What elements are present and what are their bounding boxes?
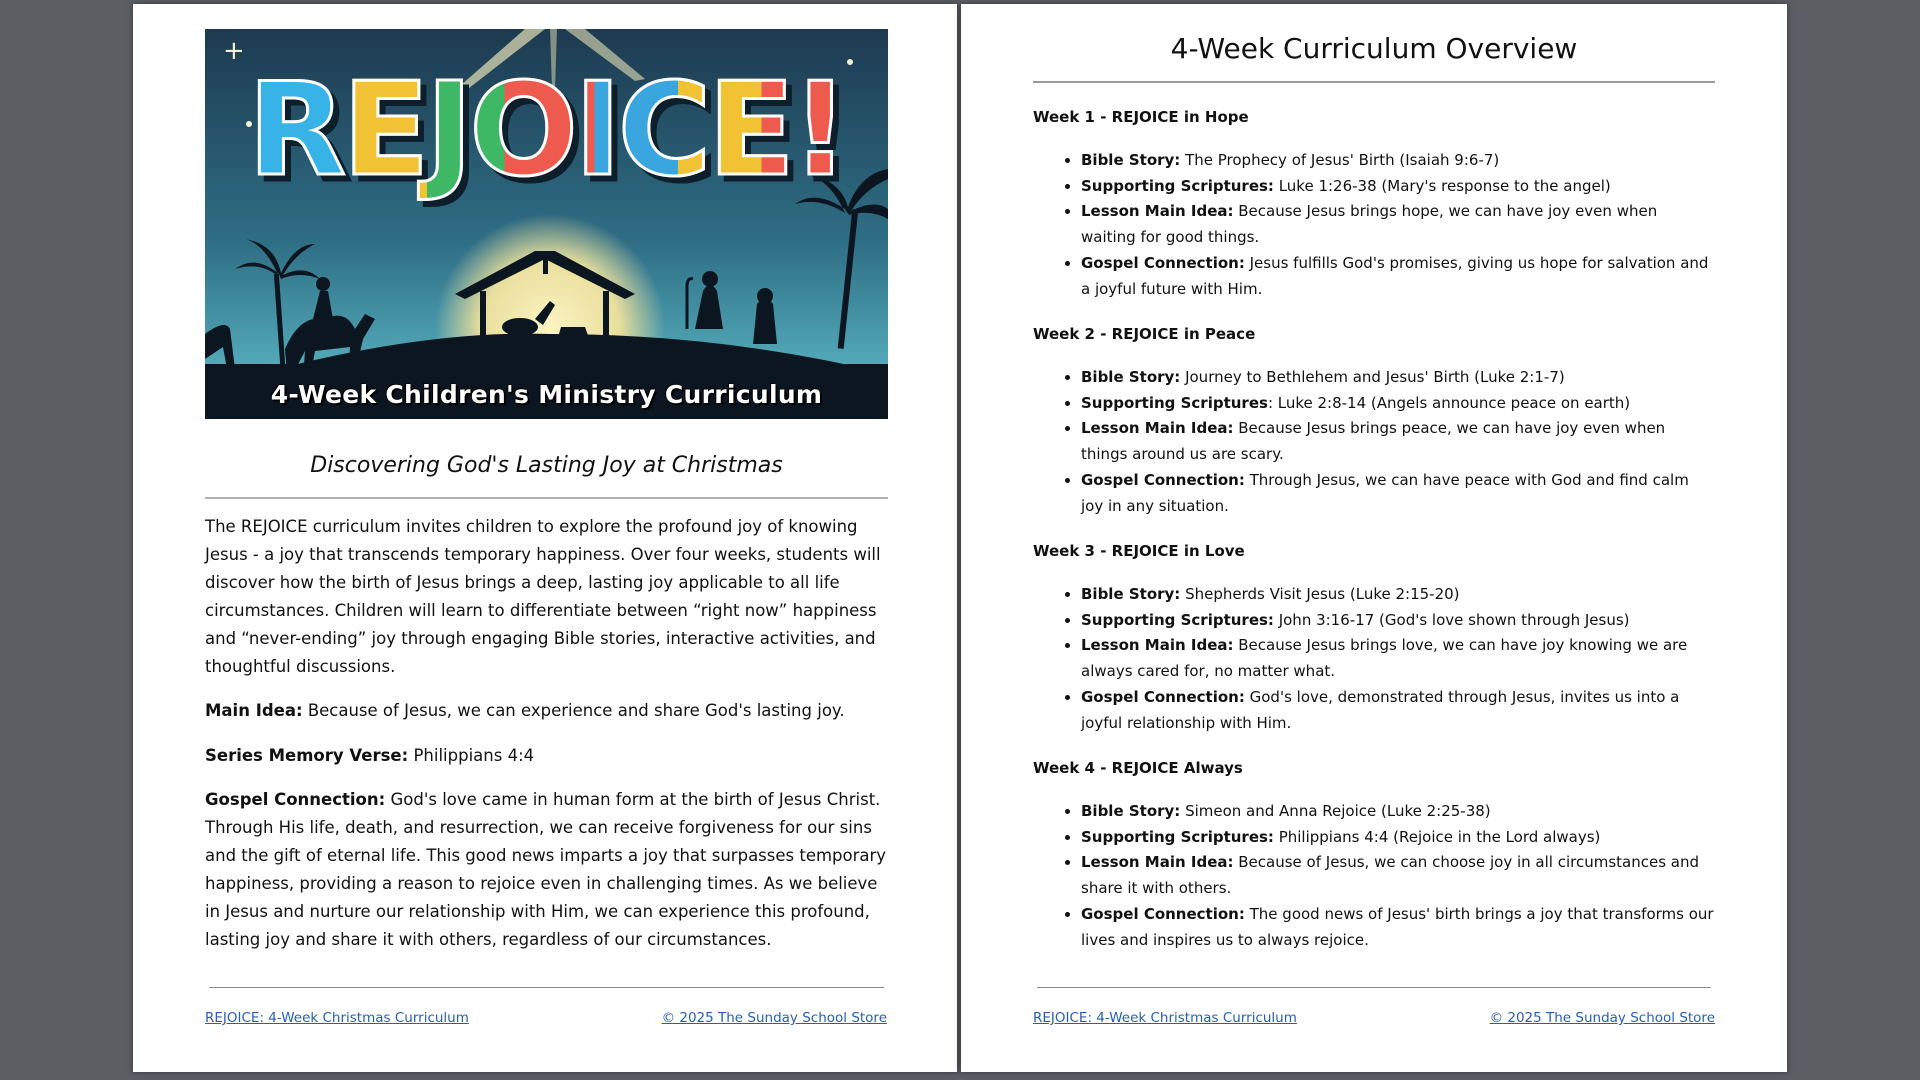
item-label: Lesson Main Idea:: [1081, 636, 1234, 655]
footer-title-link[interactable]: REJOICE: 4-Week Christmas Curriculum: [205, 1010, 469, 1026]
gospel-connection: [205, 786, 888, 954]
item-label: Lesson Main Idea:: [1081, 202, 1234, 221]
item-label: Bible Story:: [1081, 585, 1181, 603]
main-idea: [205, 697, 888, 725]
hero-subtitle: 4-Week Children's Ministry Curriculum: [270, 380, 823, 409]
week-2-heading: Week 2 - REJOICE in Peace: [1033, 325, 1256, 343]
main-idea-text: Because of Jesus, we can experience and share God's lasting joy.: [302, 701, 845, 720]
item-text: Because of Jesus, we can choose joy in all circumstances and share it with others.: [1081, 853, 1700, 898]
footer-copyright-link[interactable]: © 2025 The Sunday School Store: [1489, 1010, 1715, 1026]
item-text: Philippians 4:4 (Rejoice in the Lord always): [1273, 827, 1601, 846]
list-item: [1081, 582, 1715, 608]
list-item: [1081, 416, 1715, 467]
overview-title-divider: [1033, 81, 1715, 83]
item-label: Bible Story:: [1081, 151, 1181, 169]
item-label: Gospel Connection:: [1081, 904, 1245, 923]
memory-verse-label: Series Memory Verse:: [205, 746, 409, 765]
week-3-list: [1033, 582, 1715, 736]
list-item: [1081, 199, 1715, 250]
list-item: [1081, 799, 1715, 825]
item-label: Lesson Main Idea:: [1081, 853, 1234, 872]
svg-text:+: +: [223, 36, 245, 66]
item-text: Through Jesus, we can have peace with God and find calm joy in any situation.: [1081, 470, 1689, 515]
list-item: [1081, 251, 1715, 302]
list-item: [1081, 468, 1715, 519]
item-label: Gospel Connection:: [1081, 253, 1245, 272]
item-text: Jesus fulfills God's promises, giving us hope for salvation and a joyful future with Him.: [1081, 253, 1709, 298]
overview-title: 4-Week Curriculum Overview: [1170, 32, 1578, 65]
gospel-connection-label: Gospel Connection:: [205, 790, 386, 809]
item-text: Luke 1:26-38 (Mary's response to the angel): [1273, 176, 1611, 195]
list-item: [1081, 850, 1715, 901]
footer-divider: [209, 987, 884, 988]
item-text: Simeon and Anna Rejoice (Luke 2:25-38): [1180, 802, 1491, 820]
item-label: Bible Story:: [1081, 368, 1181, 386]
week-4-list: [1033, 799, 1715, 953]
page-left-content: [205, 4, 887, 1072]
list-item: [1081, 825, 1715, 851]
item-label: Gospel Connection:: [1081, 687, 1245, 706]
list-item: [1081, 685, 1715, 736]
gospel-connection-text: God's love came in human form at the birth of Jesus Christ. Through His life, death, and resurrection, we can receive forgiveness for our sins and the gift of eternal life. This good news imparts a joy that surpasses temporary happiness, providing a reason to rejoice even in challenging times. As we believe in Jesus and nurture our relationship with Him, we can experience this profound, lasting joy and share it with others, regardless of our circumstances.: [205, 790, 887, 949]
week-2-list: [1033, 365, 1715, 519]
page-right: [961, 4, 1787, 1072]
week-1-heading: Week 1 - REJOICE in Hope: [1033, 108, 1249, 126]
footer-title-link[interactable]: REJOICE: 4-Week Christmas Curriculum: [1033, 1010, 1297, 1026]
list-item: [1081, 902, 1715, 953]
item-label: Lesson Main Idea:: [1081, 419, 1234, 438]
item-label: Supporting Scriptures: [1081, 393, 1268, 412]
list-item: [1081, 365, 1715, 391]
item-text: The Prophecy of Jesus' Birth (Isaiah 9:6-7): [1180, 151, 1500, 169]
item-text: Journey to Bethlehem and Jesus' Birth (Luke 2:1-7): [1180, 368, 1565, 386]
list-item: [1081, 608, 1715, 634]
item-text: John 3:16-17 (God's love shown through Jesus): [1273, 610, 1630, 629]
hero-title-text: REJOICE!: [247, 56, 846, 205]
week-3-heading: Week 3 - REJOICE in Love: [1033, 542, 1245, 560]
item-text: Because Jesus brings peace, we can have joy even when things around us are scary.: [1081, 419, 1666, 464]
item-text: : Luke 2:8-14 (Angels announce peace on earth): [1267, 393, 1631, 412]
footer: [205, 1010, 887, 1026]
week-4-heading: Week 4 - REJOICE Always: [1033, 759, 1243, 777]
list-item: [1081, 174, 1715, 200]
list-item: [1081, 148, 1715, 174]
memory-verse: [205, 742, 888, 770]
main-idea-label: Main Idea:: [205, 701, 303, 720]
item-label: Supporting Scriptures:: [1081, 610, 1274, 629]
list-item: [1081, 391, 1715, 417]
item-text: The good news of Jesus' birth brings a joy that transforms our lives and inspires us to always rejoice.: [1081, 904, 1714, 949]
hero-banner: [205, 29, 888, 419]
footer-copyright-link[interactable]: © 2025 The Sunday School Store: [661, 1010, 887, 1026]
item-label: Supporting Scriptures:: [1081, 827, 1274, 846]
item-text: Because Jesus brings love, we can have joy knowing we are always cared for, no matter what.: [1081, 636, 1688, 681]
page-right-content: [1033, 4, 1715, 1072]
memory-verse-text: Philippians 4:4: [408, 746, 535, 765]
page-left: [133, 4, 957, 1072]
intro-paragraph: The REJOICE curriculum invites children to explore the profound joy of knowing Jesus - a joy that transcends temporary happiness. Over four weeks, students will discover how the birth of Jesus brings a deep, lasting joy applicable to all life circumstances. Children will learn to differentiate between “right now” happiness and “never-ending” joy through engaging Bible stories, interactive activities, and thoughtful discussions.: [205, 517, 881, 676]
hero-title: [205, 56, 888, 205]
item-label: Gospel Connection:: [1081, 470, 1245, 489]
list-item: [1081, 633, 1715, 684]
tagline: Discovering God's Lasting Joy at Christmas: [310, 453, 783, 478]
tagline-divider: [205, 497, 888, 499]
item-text: God's love, demonstrated through Jesus, invites us into a joyful relationship with Him.: [1081, 687, 1680, 732]
week-1-list: [1033, 148, 1715, 302]
item-text: Because Jesus brings hope, we can have joy even when waiting for good things.: [1081, 202, 1658, 247]
footer: [1033, 1010, 1715, 1026]
item-label: Bible Story:: [1081, 802, 1181, 820]
item-label: Supporting Scriptures:: [1081, 176, 1274, 195]
item-text: Shepherds Visit Jesus (Luke 2:15-20): [1180, 585, 1460, 603]
footer-divider: [1037, 987, 1711, 988]
